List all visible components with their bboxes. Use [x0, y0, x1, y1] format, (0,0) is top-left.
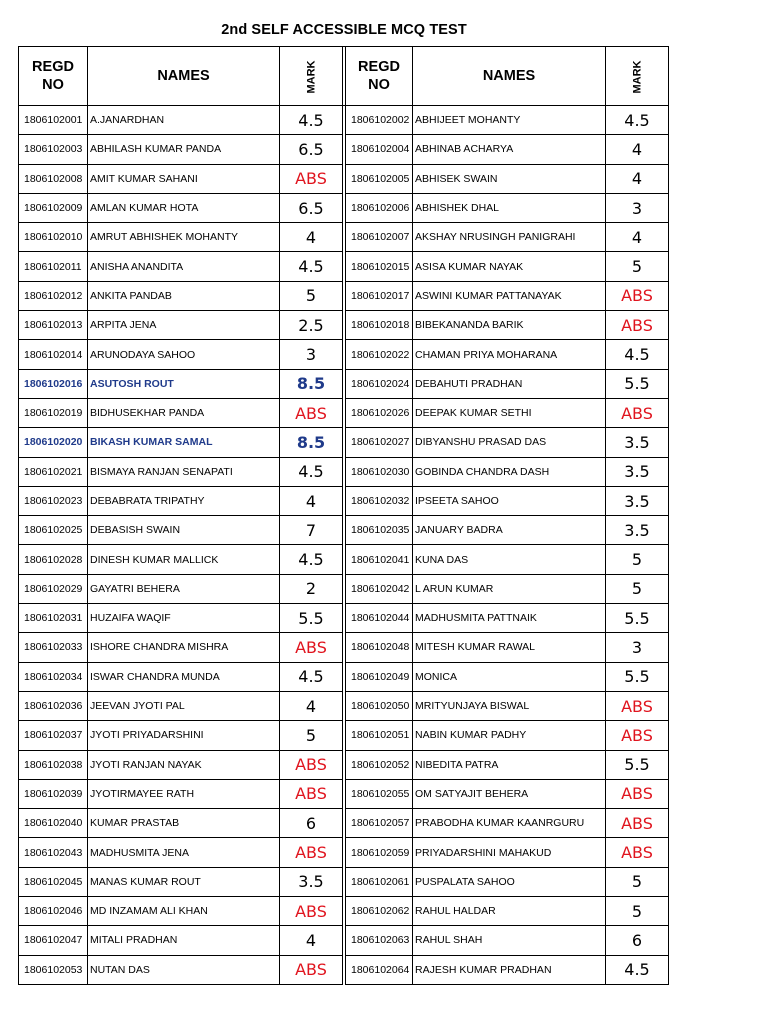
name-cell: ASUTOSH ROUT — [88, 369, 280, 398]
name-cell: OM SATYAJIT BEHERA — [413, 779, 606, 808]
regd-no-cell: 1806102040 — [19, 809, 88, 838]
name-cell: PUSPALATA SAHOO — [413, 867, 606, 896]
mark-cell: 5 — [280, 721, 343, 750]
header-regd-line1: REGD — [32, 59, 74, 75]
table-row — [19, 691, 669, 720]
mark-cell: 4.5 — [606, 106, 669, 135]
regd-no-cell: 1806102002 — [346, 106, 413, 135]
mark-cell: 4.5 — [606, 340, 669, 369]
mark-cell: 5 — [606, 897, 669, 926]
name-cell: ANISHA ANANDITA — [88, 252, 280, 281]
name-cell: GAYATRI BEHERA — [88, 574, 280, 603]
regd-no-cell: 1806102062 — [346, 897, 413, 926]
table-row — [19, 662, 669, 691]
regd-no-cell: 1806102004 — [346, 135, 413, 164]
mark-cell: 5.5 — [280, 604, 343, 633]
name-cell: AMIT KUMAR SAHANI — [88, 164, 280, 193]
name-cell: AKSHAY NRUSINGH PANIGRAHI — [413, 223, 606, 252]
name-cell: ANKITA PANDAB — [88, 281, 280, 310]
regd-no-cell: 1806102011 — [19, 252, 88, 281]
regd-no-cell: 1806102057 — [346, 809, 413, 838]
name-cell: ABHISHEK DHAL — [413, 193, 606, 222]
mark-cell: 3 — [606, 193, 669, 222]
regd-no-cell: 1806102050 — [346, 691, 413, 720]
mark-cell: ABS — [606, 721, 669, 750]
header-regd-line2: NO — [368, 77, 390, 93]
regd-no-cell: 1806102021 — [19, 457, 88, 486]
mark-cell: 4 — [280, 223, 343, 252]
name-cell: JYOTIRMAYEE RATH — [88, 779, 280, 808]
regd-no-cell: 1806102024 — [346, 369, 413, 398]
mark-cell: ABS — [280, 633, 343, 662]
regd-no-cell: 1806102025 — [19, 516, 88, 545]
regd-no-cell: 1806102010 — [19, 223, 88, 252]
mark-cell: 4 — [280, 926, 343, 955]
mark-cell: 7 — [280, 516, 343, 545]
regd-no-cell: 1806102006 — [346, 193, 413, 222]
regd-no-cell: 1806102042 — [346, 574, 413, 603]
table-row — [19, 106, 669, 135]
name-cell: MADHUSMITA JENA — [88, 838, 280, 867]
header-mark-label: MARK — [305, 60, 317, 94]
name-cell: ARPITA JENA — [88, 311, 280, 340]
table-row — [19, 809, 669, 838]
mark-cell: 4.5 — [280, 106, 343, 135]
table-row — [19, 633, 669, 662]
table-row — [19, 369, 669, 398]
mark-cell: 5 — [606, 867, 669, 896]
name-cell: RAHUL SHAH — [413, 926, 606, 955]
header-names-right: NAMES — [413, 47, 606, 106]
name-cell: ASISA KUMAR NAYAK — [413, 252, 606, 281]
regd-no-cell: 1806102017 — [346, 281, 413, 310]
mark-cell: 5 — [606, 574, 669, 603]
results-table — [18, 46, 669, 985]
regd-no-cell: 1806102044 — [346, 604, 413, 633]
regd-no-cell: 1806102030 — [346, 457, 413, 486]
name-cell: NIBEDITA PATRA — [413, 750, 606, 779]
mark-cell: 2 — [280, 574, 343, 603]
name-cell: BISMAYA RANJAN SENAPATI — [88, 457, 280, 486]
table-row — [19, 398, 669, 427]
mark-cell: 4 — [280, 486, 343, 515]
regd-no-cell: 1806102063 — [346, 926, 413, 955]
name-cell: AMLAN KUMAR HOTA — [88, 193, 280, 222]
name-cell: PRABODHA KUMAR KAANRGURU — [413, 809, 606, 838]
table-row — [19, 750, 669, 779]
name-cell: RAJESH KUMAR PRADHAN — [413, 955, 606, 984]
name-cell: ASWINI KUMAR PATTANAYAK — [413, 281, 606, 310]
mark-cell: 4.5 — [280, 457, 343, 486]
mark-cell: ABS — [280, 750, 343, 779]
mark-cell: 5 — [606, 252, 669, 281]
header-names-left: NAMES — [88, 47, 280, 106]
name-cell: MADHUSMITA PATTNAIK — [413, 604, 606, 633]
mark-cell: 4 — [280, 691, 343, 720]
regd-no-cell: 1806102055 — [346, 779, 413, 808]
mark-cell: 5 — [606, 545, 669, 574]
table-row — [19, 223, 669, 252]
regd-no-cell: 1806102005 — [346, 164, 413, 193]
mark-cell: ABS — [280, 955, 343, 984]
mark-cell: ABS — [606, 809, 669, 838]
mark-cell: 4 — [606, 164, 669, 193]
header-row — [19, 47, 669, 106]
name-cell: DEBAHUTI PRADHAN — [413, 369, 606, 398]
mark-cell: 8.5 — [280, 369, 343, 398]
name-cell: DIBYANSHU PRASAD DAS — [413, 428, 606, 457]
name-cell: L ARUN KUMAR — [413, 574, 606, 603]
page-title: 2nd SELF ACCESSIBLE MCQ TEST — [221, 22, 467, 38]
table-row — [19, 545, 669, 574]
name-cell: KUNA DAS — [413, 545, 606, 574]
table-row — [19, 252, 669, 281]
table-row — [19, 340, 669, 369]
regd-no-cell: 1806102001 — [19, 106, 88, 135]
results-sheet — [18, 46, 669, 985]
regd-no-cell: 1806102034 — [19, 662, 88, 691]
mark-cell: ABS — [280, 398, 343, 427]
regd-no-cell: 1806102028 — [19, 545, 88, 574]
regd-no-cell: 1806102027 — [346, 428, 413, 457]
table-row — [19, 135, 669, 164]
table-row — [19, 457, 669, 486]
mark-cell: 4.5 — [280, 252, 343, 281]
name-cell: JANUARY BADRA — [413, 516, 606, 545]
mark-cell: ABS — [606, 398, 669, 427]
mark-cell: ABS — [280, 164, 343, 193]
regd-no-cell: 1806102064 — [346, 955, 413, 984]
name-cell: GOBINDA CHANDRA DASH — [413, 457, 606, 486]
name-cell: JYOTI PRIYADARSHINI — [88, 721, 280, 750]
table-row — [19, 955, 669, 984]
mark-cell: ABS — [606, 779, 669, 808]
regd-no-cell: 1806102061 — [346, 867, 413, 896]
mark-cell: 4 — [606, 223, 669, 252]
name-cell: BIBEKANANDA BARIK — [413, 311, 606, 340]
name-cell: ISWAR CHANDRA MUNDA — [88, 662, 280, 691]
mark-cell: 6 — [280, 809, 343, 838]
header-regd-line2: NO — [42, 77, 64, 93]
mark-cell: 5.5 — [606, 604, 669, 633]
mark-cell: ABS — [606, 281, 669, 310]
name-cell: CHAMAN PRIYA MOHARANA — [413, 340, 606, 369]
mark-cell: 4 — [606, 135, 669, 164]
regd-no-cell: 1806102053 — [19, 955, 88, 984]
name-cell: MITESH KUMAR RAWAL — [413, 633, 606, 662]
name-cell: NUTAN DAS — [88, 955, 280, 984]
regd-no-cell: 1806102038 — [19, 750, 88, 779]
regd-no-cell: 1806102048 — [346, 633, 413, 662]
table-row — [19, 574, 669, 603]
regd-no-cell: 1806102037 — [19, 721, 88, 750]
mark-cell: 3.5 — [280, 867, 343, 896]
mark-cell: 5.5 — [606, 750, 669, 779]
mark-cell: 3.5 — [606, 486, 669, 515]
mark-cell: ABS — [606, 838, 669, 867]
name-cell: JEEVAN JYOTI PAL — [88, 691, 280, 720]
mark-cell: 3 — [606, 633, 669, 662]
table-row — [19, 311, 669, 340]
table-row — [19, 486, 669, 515]
name-cell: MITALI PRADHAN — [88, 926, 280, 955]
mark-cell: 4.5 — [280, 662, 343, 691]
table-row — [19, 779, 669, 808]
mark-cell: 3.5 — [606, 428, 669, 457]
mark-cell: 3.5 — [606, 457, 669, 486]
header-regd-right — [346, 47, 413, 106]
regd-no-cell: 1806102035 — [346, 516, 413, 545]
mark-cell: 3 — [280, 340, 343, 369]
table-row — [19, 897, 669, 926]
name-cell: RAHUL HALDAR — [413, 897, 606, 926]
regd-no-cell: 1806102022 — [346, 340, 413, 369]
name-cell: MONICA — [413, 662, 606, 691]
regd-no-cell: 1806102029 — [19, 574, 88, 603]
regd-no-cell: 1806102036 — [19, 691, 88, 720]
regd-no-cell: 1806102014 — [19, 340, 88, 369]
name-cell: MD INZAMAM ALI KHAN — [88, 897, 280, 926]
table-row — [19, 516, 669, 545]
regd-no-cell: 1806102018 — [346, 311, 413, 340]
regd-no-cell: 1806102032 — [346, 486, 413, 515]
name-cell: BIKASH KUMAR SAMAL — [88, 428, 280, 457]
name-cell: PRIYADARSHINI MAHAKUD — [413, 838, 606, 867]
mark-cell: ABS — [280, 779, 343, 808]
regd-no-cell: 1806102009 — [19, 193, 88, 222]
mark-cell: 4.5 — [280, 545, 343, 574]
table-row — [19, 721, 669, 750]
header-mark-left — [280, 47, 343, 106]
name-cell: MRITYUNJAYA BISWAL — [413, 691, 606, 720]
regd-no-cell: 1806102033 — [19, 633, 88, 662]
mark-cell: 4.5 — [606, 955, 669, 984]
name-cell: JYOTI RANJAN NAYAK — [88, 750, 280, 779]
regd-no-cell: 1806102052 — [346, 750, 413, 779]
mark-cell: 2.5 — [280, 311, 343, 340]
name-cell: DEEPAK KUMAR SETHI — [413, 398, 606, 427]
mark-cell: ABS — [280, 838, 343, 867]
regd-no-cell: 1806102023 — [19, 486, 88, 515]
regd-no-cell: 1806102019 — [19, 398, 88, 427]
table-row — [19, 838, 669, 867]
name-cell: DINESH KUMAR MALLICK — [88, 545, 280, 574]
header-mark-right — [606, 47, 669, 106]
table-row — [19, 926, 669, 955]
mark-cell: 6.5 — [280, 193, 343, 222]
name-cell: DEBABRATA TRIPATHY — [88, 486, 280, 515]
name-cell: NABIN KUMAR PADHY — [413, 721, 606, 750]
header-regd-line1: REGD — [358, 59, 400, 75]
table-row — [19, 428, 669, 457]
name-cell: ABHIJEET MOHANTY — [413, 106, 606, 135]
name-cell: ABHISEK SWAIN — [413, 164, 606, 193]
table-row — [19, 867, 669, 896]
mark-cell: ABS — [606, 691, 669, 720]
table-row — [19, 164, 669, 193]
regd-no-cell: 1806102047 — [19, 926, 88, 955]
regd-no-cell: 1806102020 — [19, 428, 88, 457]
regd-no-cell: 1806102039 — [19, 779, 88, 808]
name-cell: ISHORE CHANDRA MISHRA — [88, 633, 280, 662]
regd-no-cell: 1806102043 — [19, 838, 88, 867]
regd-no-cell: 1806102051 — [346, 721, 413, 750]
mark-cell: 5.5 — [606, 369, 669, 398]
name-cell: ARUNODAYA SAHOO — [88, 340, 280, 369]
header-mark-label: MARK — [631, 60, 643, 94]
regd-no-cell: 1806102008 — [19, 164, 88, 193]
table-row — [19, 193, 669, 222]
name-cell: ABHINAB ACHARYA — [413, 135, 606, 164]
mark-cell: 6 — [606, 926, 669, 955]
mark-cell: 6.5 — [280, 135, 343, 164]
name-cell: IPSEETA SAHOO — [413, 486, 606, 515]
name-cell: HUZAIFA WAQIF — [88, 604, 280, 633]
table-row — [19, 604, 669, 633]
regd-no-cell: 1806102026 — [346, 398, 413, 427]
regd-no-cell: 1806102046 — [19, 897, 88, 926]
regd-no-cell: 1806102012 — [19, 281, 88, 310]
regd-no-cell: 1806102007 — [346, 223, 413, 252]
mark-cell: 8.5 — [280, 428, 343, 457]
regd-no-cell: 1806102015 — [346, 252, 413, 281]
mark-cell: 3.5 — [606, 516, 669, 545]
regd-no-cell: 1806102059 — [346, 838, 413, 867]
regd-no-cell: 1806102049 — [346, 662, 413, 691]
name-cell: A.JANARDHAN — [88, 106, 280, 135]
regd-no-cell: 1806102041 — [346, 545, 413, 574]
header-regd-left — [19, 47, 88, 106]
table-body — [19, 106, 669, 985]
name-cell: BIDHUSEKHAR PANDA — [88, 398, 280, 427]
table-row — [19, 281, 669, 310]
name-cell: KUMAR PRASTAB — [88, 809, 280, 838]
regd-no-cell: 1806102031 — [19, 604, 88, 633]
regd-no-cell: 1806102003 — [19, 135, 88, 164]
mark-cell: ABS — [606, 311, 669, 340]
mark-cell: 5 — [280, 281, 343, 310]
mark-cell: ABS — [280, 897, 343, 926]
mark-cell: 5.5 — [606, 662, 669, 691]
regd-no-cell: 1806102013 — [19, 311, 88, 340]
name-cell: DEBASISH SWAIN — [88, 516, 280, 545]
name-cell: ABHILASH KUMAR PANDA — [88, 135, 280, 164]
name-cell: AMRUT ABHISHEK MOHANTY — [88, 223, 280, 252]
regd-no-cell: 1806102016 — [19, 369, 88, 398]
regd-no-cell: 1806102045 — [19, 867, 88, 896]
name-cell: MANAS KUMAR ROUT — [88, 867, 280, 896]
